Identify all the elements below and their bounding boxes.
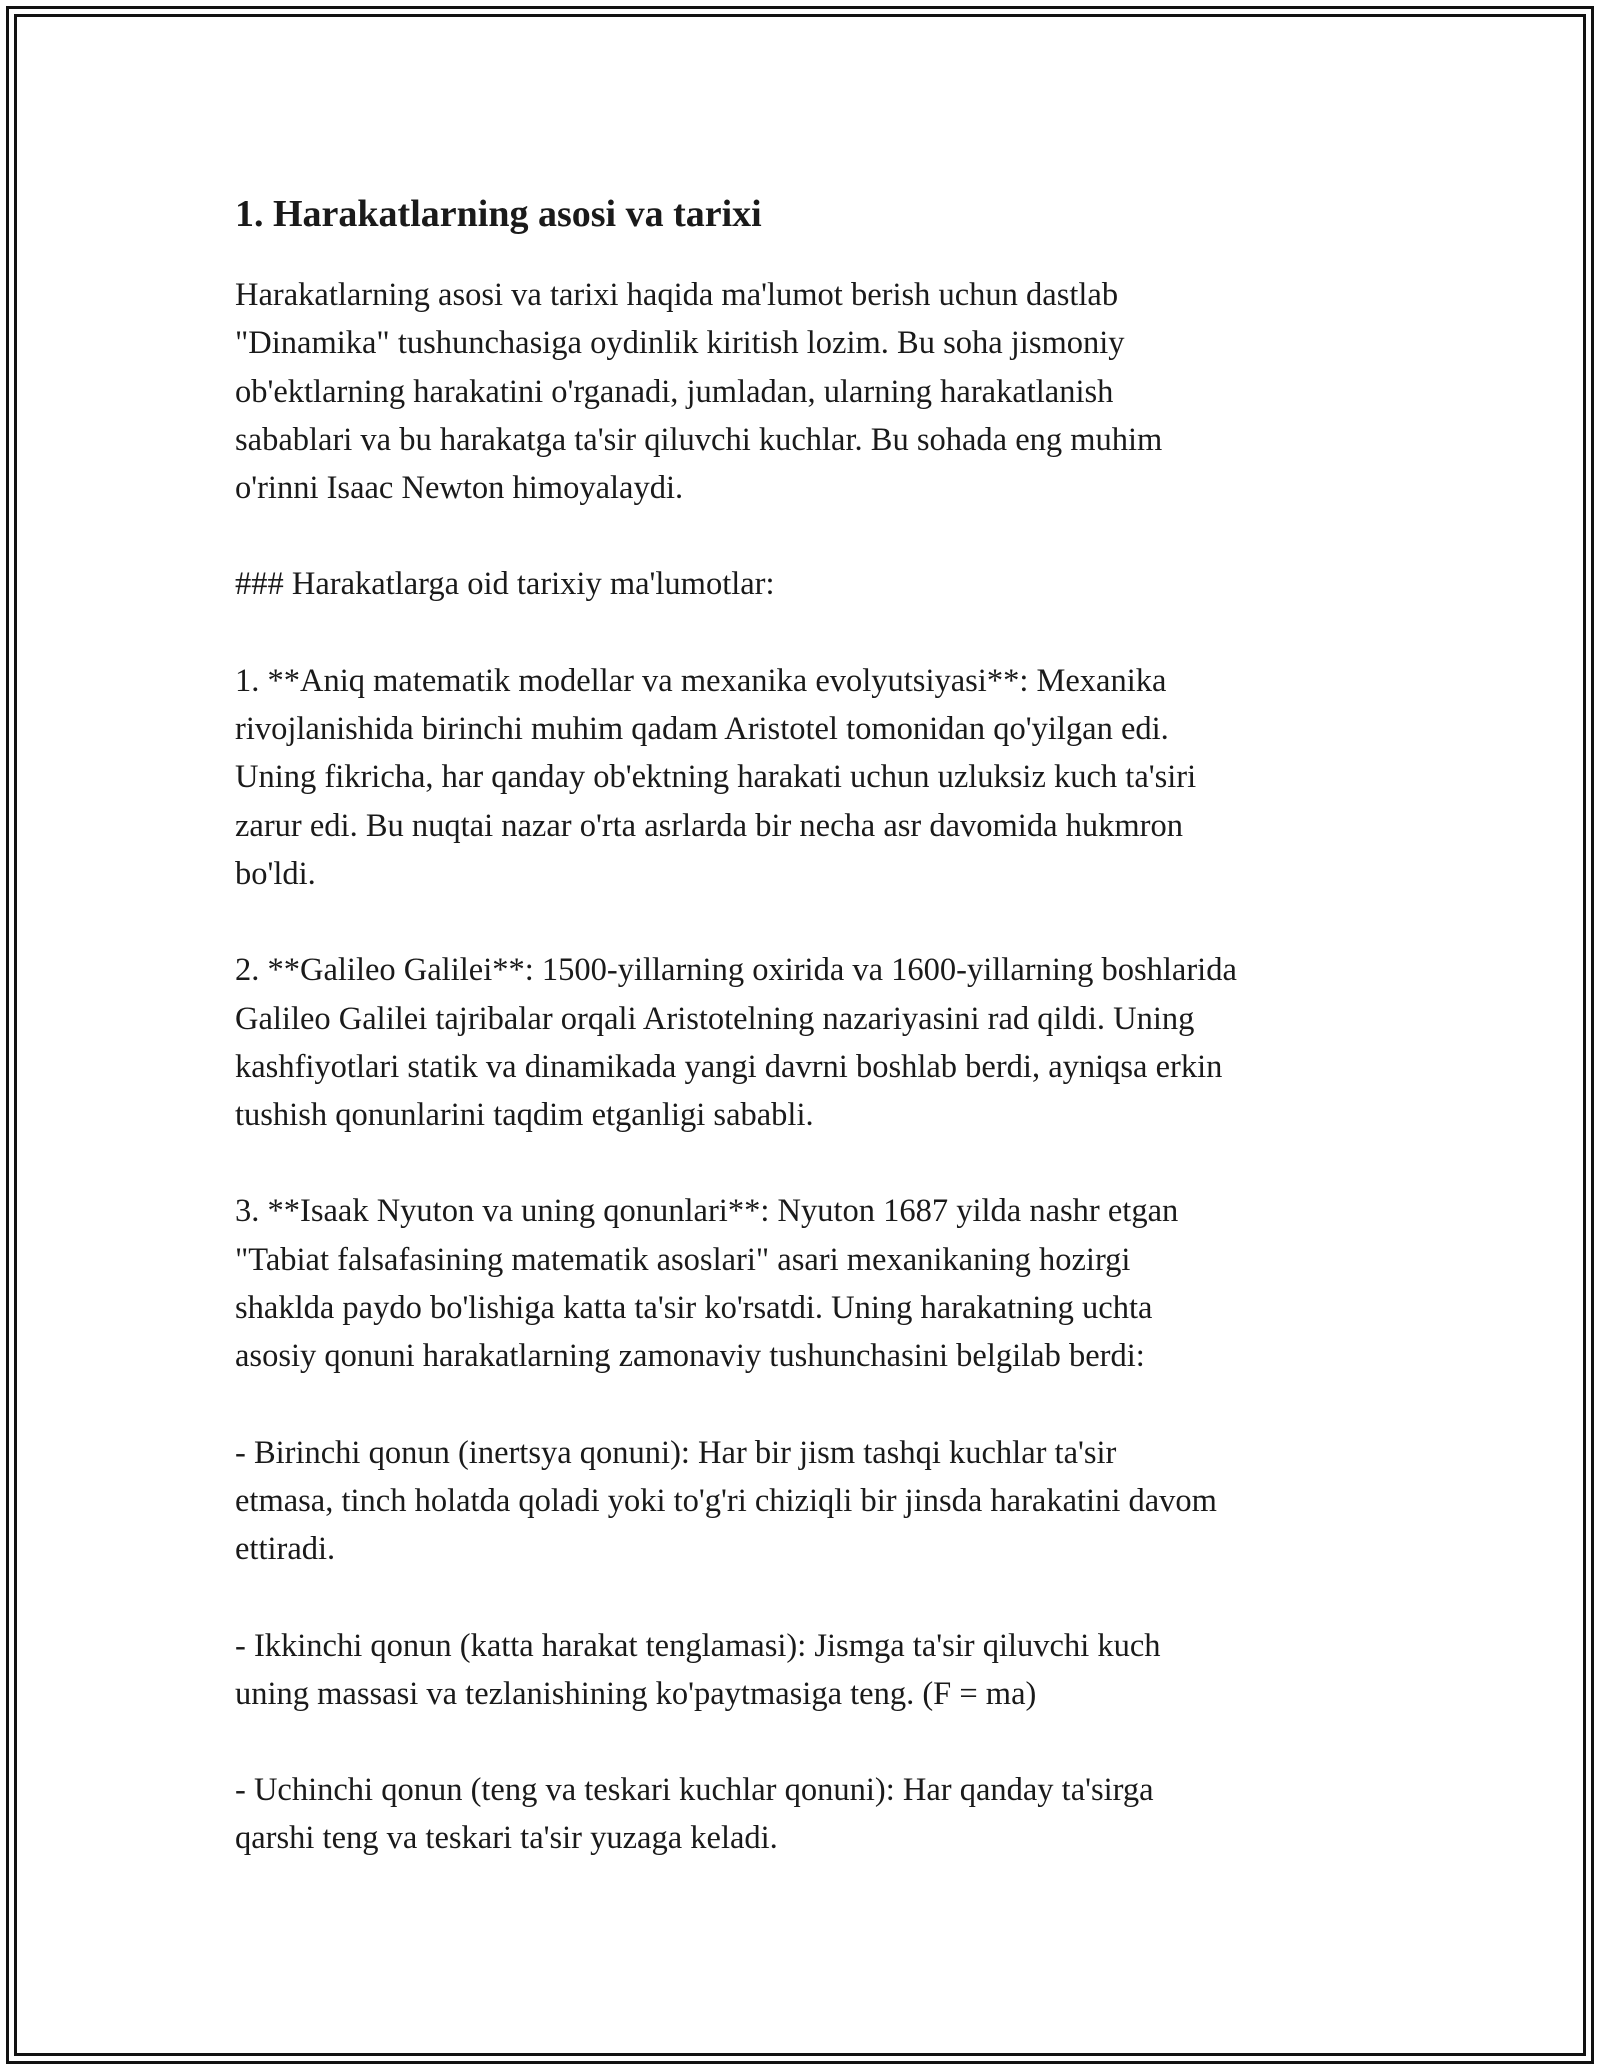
list-item-newton: 3. **Isaak Nyuton va uning qonunlari**: Nyuton 1687 yilda nashr etgan "Tabiat falsafasining matematik asoslari" asari mexanikaning hozirgi shaklda paydo bo'lishiga katta ta'sir ko'rsatdi. Uning harakatning uchta asosiy qonuni harakatlarning zamonaviy tushunchasini belgilab berdi:	[235, 1193, 1179, 1375]
law-first: - Birinchi qonun (inertsya qonuni): Har bir jism tashqi kuchlar ta'sir etmasa, tinch holatda qoladi yoki to'g'ri chiziqli bir jinsda harakatini davom ettiradi.	[235, 1434, 1217, 1568]
intro-paragraph: Harakatlarning asosi va tarixi haqida ma'lumot berish uchun dastlab "Dinamika" tushunchasiga oydinlik kiritish lozim. Bu soha jismoniy ob'ektlarning harakatini o'rganadi, jumladan, ularning harakatlanish sabablari va bu harakatga ta'sir qiluvchi kuchlar. Bu sohada eng muhim o'rinni Isaac Newton himoyalaydi.	[235, 277, 1163, 507]
subheading-paragraph: ### Harakatlarga oid tarixiy ma'lumotlar:	[235, 566, 775, 603]
list-item-aristotle: 1. **Aniq matematik modellar va mexanika evolyutsiyasi**: Mexanika rivojlanishida birinchi muhim qadam Aristotel tomonidan qo'yilgan edi. Uning fikricha, har qanday ob'ektning harakati uchun uzluksiz kuch ta'siri zarur edi. Bu nuqtai nazar o'rta asrlarda bir necha asr davomida hukmron bo'ldi.	[235, 662, 1197, 892]
document-body	[235, 188, 1375, 1911]
law-third: - Uchinchi qonun (teng va teskari kuchlar qonuni): Har qanday ta'sirga qarshi teng va teskari ta'sir yuzaga keladi.	[235, 1772, 1154, 1857]
section-title: 1. Harakatlarning asosi va tarixi	[235, 193, 762, 235]
list-item-galileo: 2. **Galileo Galilei**: 1500-yillarning oxirida va 1600-yillarning boshlarida Galileo Galilei tajribalar orqali Aristotelning nazariyasini rad qildi. Uning kashfiyotlari statik va dinamikada yangi davrni boshlab berdi, ayniqsa erkin tushish qonunlarini taqdim etganligi sababli.	[235, 952, 1237, 1134]
law-second: - Ikkinchi qonun (katta harakat tenglamasi): Jismga ta'sir qiluvchi kuch uning massasi va tezlanishining ko'paytmasiga teng. (F = ma)	[235, 1627, 1161, 1712]
